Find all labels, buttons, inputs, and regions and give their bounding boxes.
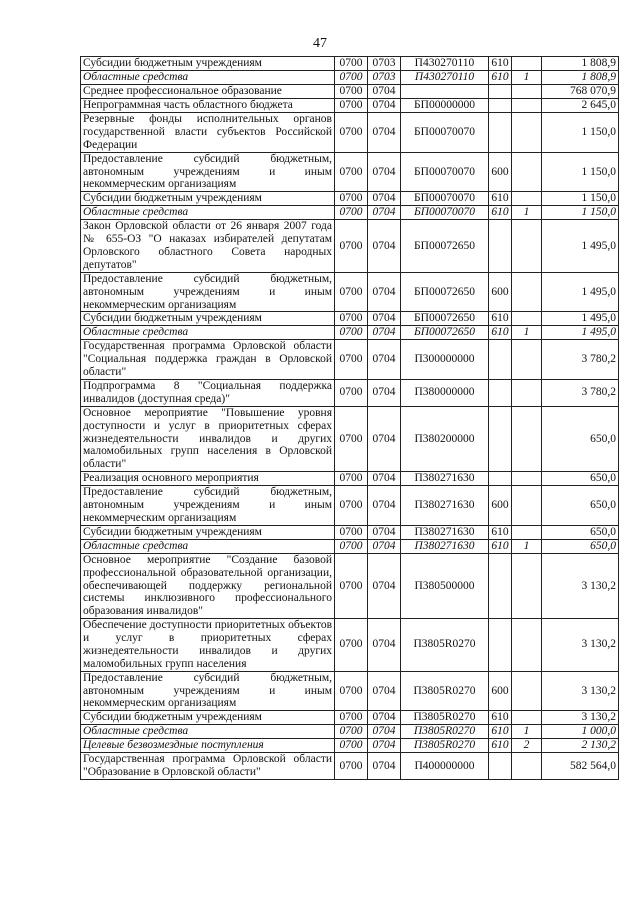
funding-source-cell: 1 <box>512 539 542 553</box>
target-article-cell: БП00070070 <box>401 192 489 206</box>
target-article-cell: П3805R0270 <box>401 619 489 672</box>
table-row <box>81 113 619 153</box>
expense-type-cell <box>489 85 512 99</box>
funding-source-cell <box>512 619 542 672</box>
expense-type-cell: 610 <box>489 192 512 206</box>
section-code-cell: 0700 <box>335 525 368 539</box>
subsection-code-cell: 0703 <box>368 57 401 71</box>
funding-source-cell <box>512 753 542 780</box>
expense-type-cell: 610 <box>489 206 512 220</box>
funding-source-cell <box>512 152 542 192</box>
amount-cell: 768 070,9 <box>542 85 619 99</box>
subsection-code-cell: 0704 <box>368 326 401 340</box>
table-row <box>81 725 619 739</box>
amount-cell: 3 780,2 <box>542 340 619 380</box>
subsection-code-cell: 0704 <box>368 340 401 380</box>
section-code-cell: 0700 <box>335 99 368 113</box>
table-row <box>81 711 619 725</box>
target-article-cell: П430270110 <box>401 57 489 71</box>
expense-type-cell <box>489 380 512 407</box>
target-article-cell: П3805R0270 <box>401 739 489 753</box>
expense-type-cell: 610 <box>489 711 512 725</box>
row-name-cell: Государственная программа Орловской области "Социальная поддержка граждан в Орловской области" <box>81 340 335 380</box>
expense-type-cell: 610 <box>489 71 512 85</box>
table-row <box>81 272 619 312</box>
funding-source-cell <box>512 380 542 407</box>
table-row <box>81 99 619 113</box>
row-name-cell: Государственная программа Орловской области "Образование в Орловской области" <box>81 753 335 780</box>
expense-type-cell: 610 <box>489 739 512 753</box>
section-code-cell: 0700 <box>335 539 368 553</box>
target-article-cell: БП00070070 <box>401 206 489 220</box>
section-code-cell: 0700 <box>335 486 368 526</box>
expense-type-cell <box>489 553 512 618</box>
row-name-cell: Субсидии бюджетным учреждениям <box>81 711 335 725</box>
funding-source-cell <box>512 85 542 99</box>
expense-type-cell <box>489 220 512 273</box>
section-code-cell: 0700 <box>335 113 368 153</box>
target-article-cell: П300000000 <box>401 340 489 380</box>
subsection-code-cell: 0704 <box>368 272 401 312</box>
target-article-cell: БП00072650 <box>401 312 489 326</box>
amount-cell: 1 150,0 <box>542 152 619 192</box>
amount-cell: 650,0 <box>542 472 619 486</box>
section-code-cell: 0700 <box>335 725 368 739</box>
section-code-cell: 0700 <box>335 472 368 486</box>
row-name-cell: Субсидии бюджетным учреждениям <box>81 312 335 326</box>
subsection-code-cell: 0704 <box>368 85 401 99</box>
table-row <box>81 671 619 711</box>
section-code-cell: 0700 <box>335 619 368 672</box>
funding-source-cell <box>512 472 542 486</box>
row-name-cell: Областные средства <box>81 206 335 220</box>
expense-type-cell: 600 <box>489 671 512 711</box>
funding-source-cell <box>512 406 542 471</box>
target-article-cell: П3805R0270 <box>401 725 489 739</box>
amount-cell: 1 808,9 <box>542 71 619 85</box>
target-article-cell: П380271630 <box>401 525 489 539</box>
amount-cell: 3 130,2 <box>542 619 619 672</box>
row-name-cell: Предоставление субсидий бюджетным, автономным учреждениям и иным некоммерческим организациям <box>81 152 335 192</box>
amount-cell: 650,0 <box>542 406 619 471</box>
target-article-cell: П3805R0270 <box>401 711 489 725</box>
amount-cell: 1 150,0 <box>542 113 619 153</box>
section-code-cell: 0700 <box>335 272 368 312</box>
page-number: 47 <box>313 36 327 51</box>
amount-cell: 650,0 <box>542 539 619 553</box>
amount-cell: 1 495,0 <box>542 272 619 312</box>
target-article-cell: БП00000000 <box>401 99 489 113</box>
expense-type-cell: 600 <box>489 272 512 312</box>
funding-source-cell: 2 <box>512 739 542 753</box>
target-article-cell: БП00072650 <box>401 326 489 340</box>
table-row <box>81 192 619 206</box>
row-name-cell: Основное мероприятие "Повышение уровня доступности и услуг в приоритетных сферах жизнедеятельности инвалидов и других маломобильных групп населения в Орловской области" <box>81 406 335 471</box>
section-code-cell: 0700 <box>335 152 368 192</box>
section-code-cell: 0700 <box>335 326 368 340</box>
amount-cell: 1 495,0 <box>542 326 619 340</box>
amount-cell: 1 495,0 <box>542 312 619 326</box>
funding-source-cell <box>512 553 542 618</box>
table-row <box>81 220 619 273</box>
target-article-cell: П380271630 <box>401 486 489 526</box>
section-code-cell: 0700 <box>335 206 368 220</box>
section-code-cell: 0700 <box>335 380 368 407</box>
funding-source-cell <box>512 57 542 71</box>
funding-source-cell <box>512 220 542 273</box>
amount-cell: 2 645,0 <box>542 99 619 113</box>
amount-cell: 3 130,2 <box>542 711 619 725</box>
funding-source-cell <box>512 525 542 539</box>
amount-cell: 1 000,0 <box>542 725 619 739</box>
table-row <box>81 619 619 672</box>
row-name-cell: Субсидии бюджетным учреждениям <box>81 525 335 539</box>
row-name-cell: Закон Орловской области от 26 января 2007 года № 655-ОЗ "О наказах избирателей депутатам Орловского областного Совета народных депутатов" <box>81 220 335 273</box>
funding-source-cell <box>512 113 542 153</box>
expense-type-cell <box>489 113 512 153</box>
target-article-cell: БП00070070 <box>401 152 489 192</box>
section-code-cell: 0700 <box>335 711 368 725</box>
table-row <box>81 553 619 618</box>
table-row <box>81 406 619 471</box>
row-name-cell: Реализация основного мероприятия <box>81 472 335 486</box>
budget-table-body <box>81 57 619 780</box>
target-article-cell: БП00072650 <box>401 272 489 312</box>
table-row <box>81 525 619 539</box>
expense-type-cell: 600 <box>489 152 512 192</box>
subsection-code-cell: 0704 <box>368 220 401 273</box>
table-row <box>81 340 619 380</box>
table-row <box>81 312 619 326</box>
row-name-cell: Подпрограмма 8 "Социальная поддержка инвалидов (доступная среда)" <box>81 380 335 407</box>
subsection-code-cell: 0704 <box>368 472 401 486</box>
row-name-cell: Непрограммная часть областного бюджета <box>81 99 335 113</box>
target-article-cell: П3805R0270 <box>401 671 489 711</box>
subsection-code-cell: 0704 <box>368 152 401 192</box>
section-code-cell: 0700 <box>335 85 368 99</box>
expense-type-cell: 610 <box>489 539 512 553</box>
table-row <box>81 152 619 192</box>
row-name-cell: Субсидии бюджетным учреждениям <box>81 57 335 71</box>
expense-type-cell <box>489 472 512 486</box>
expense-type-cell <box>489 753 512 780</box>
section-code-cell: 0700 <box>335 753 368 780</box>
subsection-code-cell: 0703 <box>368 71 401 85</box>
subsection-code-cell: 0704 <box>368 113 401 153</box>
funding-source-cell <box>512 671 542 711</box>
subsection-code-cell: 0704 <box>368 206 401 220</box>
expense-type-cell: 610 <box>489 312 512 326</box>
expense-type-cell <box>489 99 512 113</box>
table-row <box>81 539 619 553</box>
table-row <box>81 753 619 780</box>
section-code-cell: 0700 <box>335 192 368 206</box>
target-article-cell: П380271630 <box>401 472 489 486</box>
subsection-code-cell: 0704 <box>368 380 401 407</box>
row-name-cell: Среднее профессиональное образование <box>81 85 335 99</box>
row-name-cell: Основное мероприятие "Создание базовой профессиональной образовательной организации, обеспечивающей поддержку региональной системы инклюзивного профессионального образования инвалидов" <box>81 553 335 618</box>
target-article-cell: БП00072650 <box>401 220 489 273</box>
funding-source-cell <box>512 272 542 312</box>
expense-type-cell: 610 <box>489 525 512 539</box>
amount-cell: 1 150,0 <box>542 192 619 206</box>
row-name-cell: Областные средства <box>81 71 335 85</box>
table-row <box>81 206 619 220</box>
subsection-code-cell: 0704 <box>368 539 401 553</box>
target-article-cell: П380271630 <box>401 539 489 553</box>
amount-cell: 3 130,2 <box>542 671 619 711</box>
funding-source-cell <box>512 312 542 326</box>
amount-cell: 1 495,0 <box>542 220 619 273</box>
budget-table <box>80 56 619 780</box>
table-row <box>81 85 619 99</box>
row-name-cell: Областные средства <box>81 725 335 739</box>
amount-cell: 1 808,9 <box>542 57 619 71</box>
subsection-code-cell: 0704 <box>368 753 401 780</box>
expense-type-cell: 600 <box>489 486 512 526</box>
target-article-cell: П430270110 <box>401 71 489 85</box>
expense-type-cell <box>489 406 512 471</box>
funding-source-cell: 1 <box>512 206 542 220</box>
funding-source-cell: 1 <box>512 71 542 85</box>
target-article-cell: П380200000 <box>401 406 489 471</box>
section-code-cell: 0700 <box>335 739 368 753</box>
subsection-code-cell: 0704 <box>368 192 401 206</box>
expense-type-cell <box>489 340 512 380</box>
section-code-cell: 0700 <box>335 71 368 85</box>
section-code-cell: 0700 <box>335 220 368 273</box>
expense-type-cell <box>489 619 512 672</box>
amount-cell: 582 564,0 <box>542 753 619 780</box>
row-name-cell: Целевые безвозмездные поступления <box>81 739 335 753</box>
table-row <box>81 472 619 486</box>
amount-cell: 1 150,0 <box>542 206 619 220</box>
row-name-cell: Резервные фонды исполнительных органов государственной власти субъектов Российской Федерации <box>81 113 335 153</box>
amount-cell: 3 780,2 <box>542 380 619 407</box>
subsection-code-cell: 0704 <box>368 711 401 725</box>
target-article-cell: П400000000 <box>401 753 489 780</box>
funding-source-cell <box>512 486 542 526</box>
row-name-cell: Предоставление субсидий бюджетным, автономным учреждениям и иным некоммерческим организациям <box>81 671 335 711</box>
section-code-cell: 0700 <box>335 671 368 711</box>
table-row <box>81 739 619 753</box>
funding-source-cell <box>512 340 542 380</box>
expense-type-cell: 610 <box>489 57 512 71</box>
subsection-code-cell: 0704 <box>368 725 401 739</box>
funding-source-cell <box>512 99 542 113</box>
amount-cell: 2 130,2 <box>542 739 619 753</box>
section-code-cell: 0700 <box>335 553 368 618</box>
subsection-code-cell: 0704 <box>368 99 401 113</box>
subsection-code-cell: 0704 <box>368 312 401 326</box>
funding-source-cell: 1 <box>512 326 542 340</box>
subsection-code-cell: 0704 <box>368 553 401 618</box>
target-article-cell <box>401 85 489 99</box>
expense-type-cell: 610 <box>489 326 512 340</box>
row-name-cell: Областные средства <box>81 539 335 553</box>
amount-cell: 650,0 <box>542 486 619 526</box>
row-name-cell: Областные средства <box>81 326 335 340</box>
table-row <box>81 326 619 340</box>
table-row <box>81 71 619 85</box>
expense-type-cell: 610 <box>489 725 512 739</box>
subsection-code-cell: 0704 <box>368 671 401 711</box>
target-article-cell: БП00070070 <box>401 113 489 153</box>
funding-source-cell: 1 <box>512 725 542 739</box>
row-name-cell: Субсидии бюджетным учреждениям <box>81 192 335 206</box>
table-row <box>81 57 619 71</box>
amount-cell: 3 130,2 <box>542 553 619 618</box>
row-name-cell: Обеспечение доступности приоритетных объектов и услуг в приоритетных сферах жизнедеятельности инвалидов и других маломобильных групп населения <box>81 619 335 672</box>
table-row <box>81 486 619 526</box>
section-code-cell: 0700 <box>335 406 368 471</box>
row-name-cell: Предоставление субсидий бюджетным, автономным учреждениям и иным некоммерческим организациям <box>81 486 335 526</box>
funding-source-cell <box>512 711 542 725</box>
subsection-code-cell: 0704 <box>368 486 401 526</box>
row-name-cell: Предоставление субсидий бюджетным, автономным учреждениям и иным некоммерческим организациям <box>81 272 335 312</box>
section-code-cell: 0700 <box>335 340 368 380</box>
subsection-code-cell: 0704 <box>368 739 401 753</box>
subsection-code-cell: 0704 <box>368 525 401 539</box>
amount-cell: 650,0 <box>542 525 619 539</box>
table-row <box>81 380 619 407</box>
section-code-cell: 0700 <box>335 57 368 71</box>
subsection-code-cell: 0704 <box>368 619 401 672</box>
subsection-code-cell: 0704 <box>368 406 401 471</box>
target-article-cell: П380000000 <box>401 380 489 407</box>
target-article-cell: П380500000 <box>401 553 489 618</box>
funding-source-cell <box>512 192 542 206</box>
section-code-cell: 0700 <box>335 312 368 326</box>
